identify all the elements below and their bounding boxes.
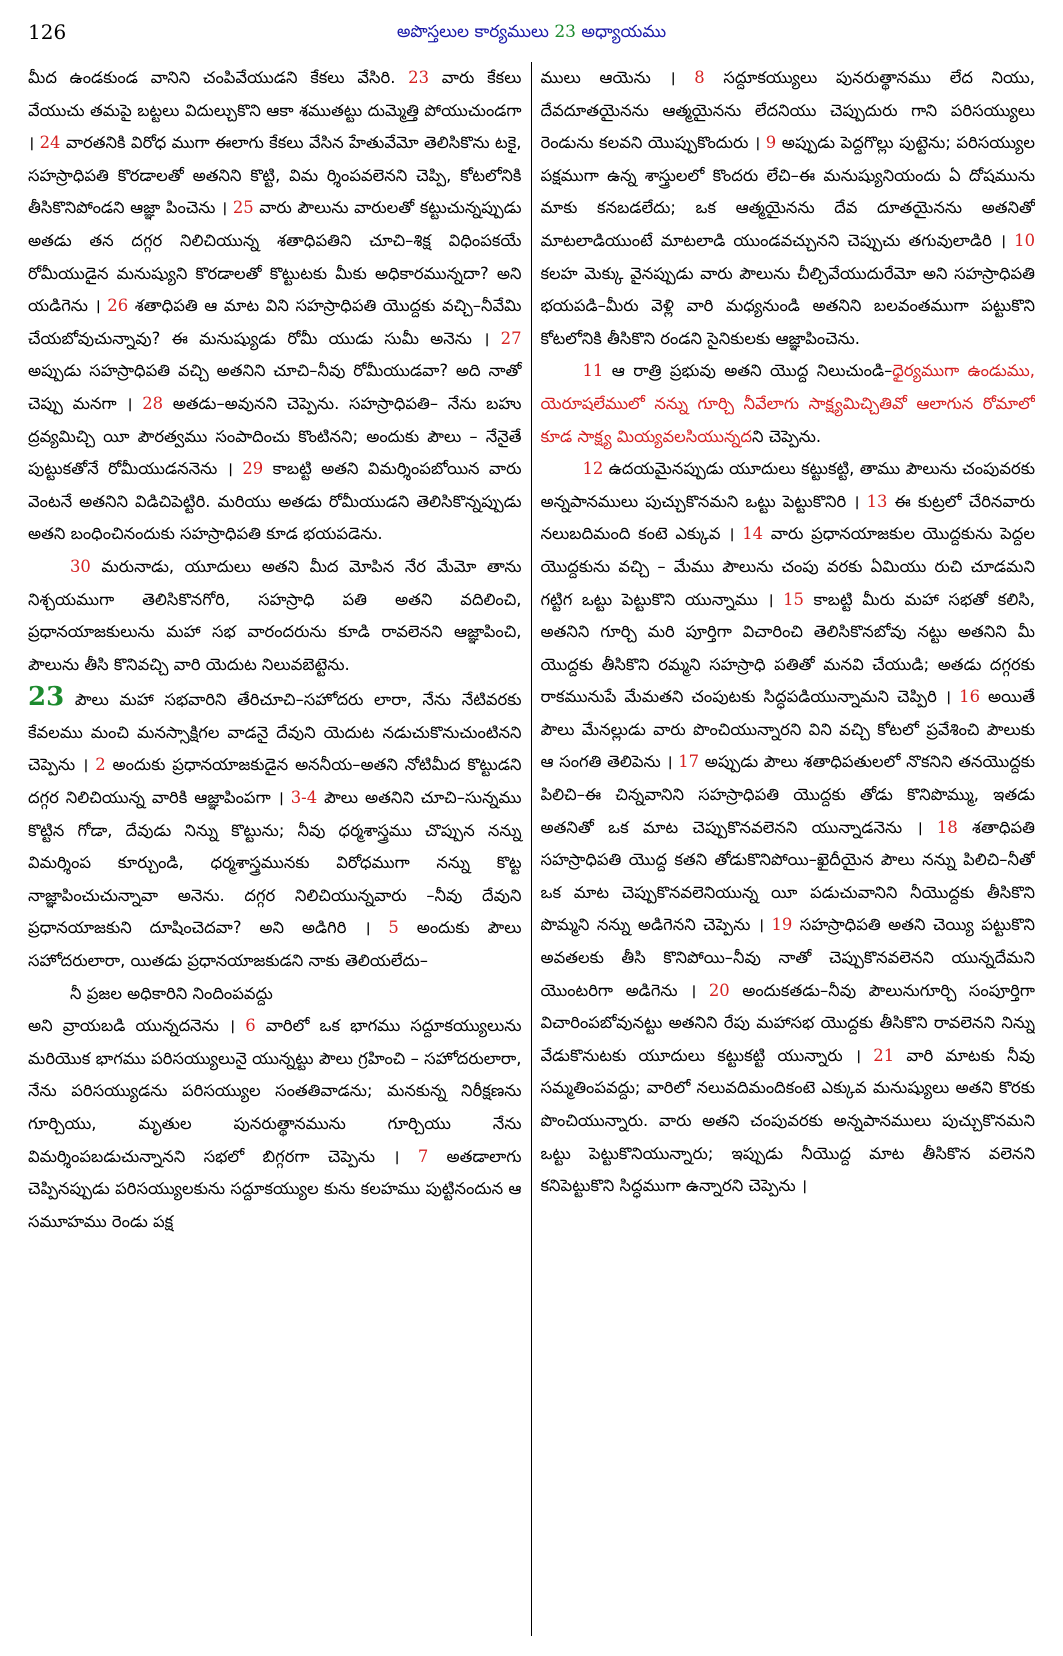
running-title [28, 22, 1035, 46]
verse-number: 7 [417, 1146, 429, 1166]
verse-number: 28 [142, 393, 164, 413]
red-letter-text: ధైర్యముగా ఉండుము, యెరూషలేములో నన్ను గూర్చి నీవేలాగు సాక్ష్యమిచ్చితివో ఆలాగున రోమాలో కూడ సాక్ష్య మియ్యవలసియున్నద [540, 361, 1035, 446]
paragraph [28, 62, 522, 551]
verse-number: 8 [694, 68, 705, 87]
verse-text: ములు ఆయెను । [540, 68, 695, 87]
verse-text: కాబట్టి మీరు మహా సభతో కలిసి, అతనిని గూర్చి మరి పూర్తిగా విచారించి తెలిసికొనబోవు నట్టు అతనిని మీ యొద్దకు తీసికొని రమ్మని సహస్రాధి పతితో మనవి చేయుడి; అతడు దగ్గరకు రాకమునుపే మేమతని చంపుటకు సిద్ధపడియున్నామని చెప్పిరి । [540, 589, 1035, 707]
book-title: అపొస్తలుల కార్యములు [396, 22, 549, 42]
text-columns [28, 62, 1035, 1636]
verse-text: అని వ్రాయబడి యున్నదనెను । [28, 1016, 246, 1036]
verse-text: మరునాడు, యూదులు అతని మీద మోపిన నేర మేమో తాను నిశ్చయముగా తెలిసికొనగోరి, సహస్రాధి పతి అతని వదిలించి, ప్రధానయాజకులును మహా సభ వారందరును కూడి రావలెనని ఆజ్ఞాపించి, పౌలును తీసి కొనివచ్చి వారి యెదుట నిలువబెట్టెను. [28, 556, 522, 674]
verse-text: మీద ఉండకుండ వానిని చంపివేయుడని కేకలు వేసిరి. [28, 68, 409, 87]
verse-number: 11 [582, 361, 604, 381]
verse-text: పౌలు మహా సభవారిని తేరిచూచి–సహోదరు లారా, నేను నేటివరకు కేవలము మంచి మనస్సాక్షిగల వాడనై దేవుని యెదుట నడుచుకొనుచుంటినని చెప్పెను । [28, 690, 522, 775]
verse-text: వారిలో ఒక భాగము సద్దూకయ్యులును మరియొక భాగము పరిసయ్యులునై యున్నట్టు పౌలు గ్రహించి – సహోదరులారా, నేను పరిసయ్యుడను పరిసయ్యుల సంతతివాడను; మనకున్న నిరీక్షణను గూర్చియు, మృతుల పునరుత్థానమును గూర్చియు నేను విమర్శింపబడుచున్నానని సభలో బిగ్గరగా చెప్పెను । [28, 1016, 522, 1166]
verse-number: 13 [866, 491, 888, 511]
verse-text: వారతనికి విరోధ ముగా ఈలాగు కేకలు వేసిన హేతువేమో తెలిసికొను టకై, సహస్రాధిపతి కొరడాలతో అతనిని కొట్టి, విమ ర్శింపవలెనని చెప్పి, కోటలోనికి తీసికొనిపోండని ఆజ్ఞా పించెను । [28, 133, 522, 218]
paragraph [28, 681, 522, 977]
verse-number: 14 [742, 524, 764, 544]
verse-text: ఉదయమైనప్పుడు యూదులు కట్టుకట్టి, తాము పౌలును చంపువరకు అన్నపానములు పుచ్చుకొనమని ఒట్టు పెట్టుకొనిరి । [540, 459, 1035, 511]
verse-number: 20 [708, 980, 730, 1000]
verse-number: 3-4 [290, 788, 318, 808]
verse-text: ఆ రాత్రి ప్రభువు అతని యొద్ద నిలుచుండి– [603, 361, 893, 381]
verse-text: అయితే పౌలు మేనల్లుడు వారు పొంచియున్నారని విని వచ్చి కోటలో ప్రవేశించి పౌలుకు ఆ సంగతి తెలిపెను । [540, 687, 1035, 772]
paragraph [28, 978, 522, 1011]
verse-text: శతాధిపతి ఆ మాట విని సహస్రాధిపతి యొద్దకు వచ్చి–నీవేమి చేయబోవుచున్నావు? ఈ మనుష్యుడు రోమీ యుడు సుమీ అనెను । [28, 296, 522, 348]
verse-number: 23 [408, 68, 430, 87]
header-chapter-number: 23 [554, 22, 576, 42]
verse-text: సహస్రాధిపతి అతని చెయ్యి పట్టుకొని అవతలకు తీసి కొనిపోయి–నీవు నాతో చెప్పుకొనవలెనని యున్నదేమని యొంటరిగా అడిగెను । [540, 915, 1035, 1000]
verse-number: 2 [95, 755, 106, 775]
verse-text: అప్పుడు పెద్దగొల్లు పుట్టెను; పరిసయ్యుల పక్షముగా ఉన్న శాస్త్రులలో కొందరు లేచి–ఈ మనుష్యునియందు ఏ దోషమును మాకు కనబడలేదు; ఒక ఆత్మయైనను దేవ దూతయైనను అతనితో మాటలాడియుంటే మాటలాడి యుండవచ్చునని చెప్పుచు తగువులాడిరి । [540, 133, 1035, 250]
verse-number: 18 [936, 817, 958, 837]
verse-number: 26 [107, 296, 129, 316]
verse-text: అందుకు పౌలు సహోదరులారా, యితడు ప్రధానయాజకుడని నాకు తెలియలేదు– [28, 918, 522, 971]
verse-text: వారు కేకలు వేయుచు తమపై బట్టలు విదుల్చుకొని ఆకా శముతట్టు దుమ్మెత్తి పోయుచుండగా । [28, 68, 522, 153]
verse-number: 17 [678, 752, 700, 772]
verse-number: 5 [388, 918, 399, 938]
paragraph [28, 1010, 522, 1238]
paragraph [541, 62, 1036, 355]
verse-number: 15 [783, 589, 804, 609]
verse-number: 9 [765, 133, 777, 153]
verse-text: అప్పుడు పౌలు శతాధిపతులలో నొకనిని తనయొద్దకు పిలిచి–ఈ చిన్నవానిని సహస్రాధిపతి యొద్దకు తోడు కొనిపొమ్ము, ఇతడు అతనితో ఒక మాట చెప్పుకొనవలెనని యున్నాడనెను । [540, 752, 1035, 837]
verse-text: అతడు–అవునని చెప్పెను. సహస్రాధిపతి– నేను బహు ద్రవ్యమిచ్చి యీ పౌరత్వము సంపాదించు కొంటినని; అందుకు పౌలు – నేనైతే పుట్టుకతోనే రోమీయుడననెను । [28, 393, 522, 479]
verse-number: 6 [245, 1016, 256, 1036]
paragraph [28, 551, 522, 681]
left-column [28, 62, 532, 1636]
verse-number: 30 [70, 556, 91, 576]
verse-number: 12 [582, 459, 604, 479]
verse-number: 21 [873, 1045, 895, 1065]
verse-text: శతాధిపతి సహస్రాధిపతి యొద్ద కతని తోడుకొనిపోయి–ఖైదీయైన పౌలు నన్ను పిలిచి–నీతో ఒక మాట చెప్పుకొనవలెనియున్న యీ పడుచువానిని నీయొద్దకు తీసికొని పొమ్మని నన్ను అడిగెనని చెప్పెను । [540, 817, 1035, 935]
verse-text: ని చెప్పెను. [751, 426, 822, 446]
paragraph [541, 453, 1036, 1203]
verse-number: 10 [1014, 230, 1035, 250]
chapter-number: 23 [28, 682, 65, 713]
verse-text: అందుకు ప్రధానయాజకుడైన అననీయ–అతని నోటిమీద కొట్టుడని దగ్గర నిలిచియున్న వారికి ఆజ్ఞాపింపగా । [28, 755, 522, 808]
verse-text: కాబట్టి అతని విమర్శింపబోయిన వారు వెంటనే అతనిని విడిచిపెట్టిరి. మరియు అతడు రోమీయుడని తెలిసికొన్నప్పుడు అతని బంధించినందుకు సహస్రాధిపతి కూడ భయపడెను. [28, 459, 522, 544]
verse-text: కలహ మెక్కు వైనప్పుడు వారు పౌలును చీల్చివేయుదురేమో అని సహస్రాధిపతి భయపడి–మీరు వెళ్లి వారి మధ్యనుండి అతనిని బలవంతముగా పట్టుకొని కోటలోనికి తీసికొని రండని సైనికులకు ఆజ్ఞాపించెను. [540, 263, 1035, 348]
verse-text: వారు ప్రధానయాజకుల యొద్దకును పెద్దల యొద్దకును వచ్చి – మేము పౌలును చంపు వరకు ఏమియు రుచి చూడమని గట్టిగ ఒట్టు పెట్టుకొని యున్నాము । [540, 524, 1035, 609]
verse-text: అతడాలాగు చెప్పినప్పుడు పరిసయ్యులకును సద్దూకయ్యుల కును కలహము పుట్టినందున ఆ సమూహము రెండు పక్ష [28, 1146, 522, 1231]
verse-number: 25 [232, 198, 254, 218]
verse-text: అప్పుడు సహస్రాధిపతి వచ్చి అతనిని చూచి–నీవు రోమీయుడవా? అది నాతో చెప్పు మనగా । [28, 361, 522, 413]
verse-text: సద్దూకయ్యులు పునరుత్థానము లేద నియు, దేవదూతయైనను ఆత్మయైనను లేదనియు చెప్పుదురు గాని పరిసయ్యులు రెండును కలవని యొప్పుకొందురు । [540, 68, 1035, 153]
right-column [532, 62, 1036, 1636]
verse-text: పౌలు అతనిని చూచి–సున్నము కొట్టిన గోడా, దేవుడు నిన్ను కొట్టును; నీవు ధర్మశాస్త్రము చొప్పున నన్ను విమర్శింప కూర్చుండి, ధర్మశాస్త్రమునకు విరోధముగా నన్ను కొట్ట నాజ్ఞాపించుచున్నావా అనెను. దగ్గర నిలిచియున్నవారు –నీవు దేవుని ప్రధానయాజకుని దూషించెదవా? అని అడిగిరి । [28, 788, 522, 938]
verse-number: 24 [39, 133, 61, 153]
paragraph [541, 355, 1036, 453]
verse-text: నీ ప్రజల అధికారిని నిందింపవద్దు [70, 983, 273, 1003]
verse-number: 19 [771, 915, 793, 935]
verse-text: ఈ కుట్రలో చేరినవారు నలుబదిమంది కంటె ఎక్కువ । [540, 491, 1035, 544]
verse-text: అందుకతడు–నీవు పౌలునుగూర్చి సంపూర్తిగా విచారింపబోవునట్టు అతనిని రేపు మహాసభ యొద్దకు తీసికొని రావలెనని నిన్ను వేడుకొనుటకు యూదులు కట్టుకట్టి యున్నారు । [540, 980, 1035, 1065]
verse-number: 29 [242, 459, 264, 479]
verse-number: 27 [500, 328, 522, 348]
verse-number: 16 [959, 687, 980, 707]
verse-text: వారు పౌలును వారులతో కట్టుచున్నప్పుడు అతడు తన దగ్గర నిలిచియున్న శతాధిపతిని చూచి–శిక్ష విధింపకయే రోమీయుడైన మనుష్యుని కొరడాలతో కొట్టుటకు మీకు అధికారమున్నదా? అని యడిగెను । [28, 198, 522, 316]
verse-text: వారి మాటకు నీవు సమ్మతింపవద్దు; వారిలో నలువదిమందికంటె ఎక్కువ మనుష్యులు అతని కొరకు పొంచియున్నారు. వారు అతని చంపువరకు అన్నపానములు పుచ్చుకొనమని ఒట్టు పెట్టుకొనియున్నారు; ఇప్పుడు నీయొద్ద మాట తీసికొన వలెనని కనిపెట్టుకొని సిద్ధముగా ఉన్నారని చెప్పెను । [540, 1045, 1035, 1196]
header-chapter-word: అధ్యాయము [581, 22, 667, 42]
page-number: 126 [28, 20, 67, 44]
page-header [28, 18, 1035, 54]
